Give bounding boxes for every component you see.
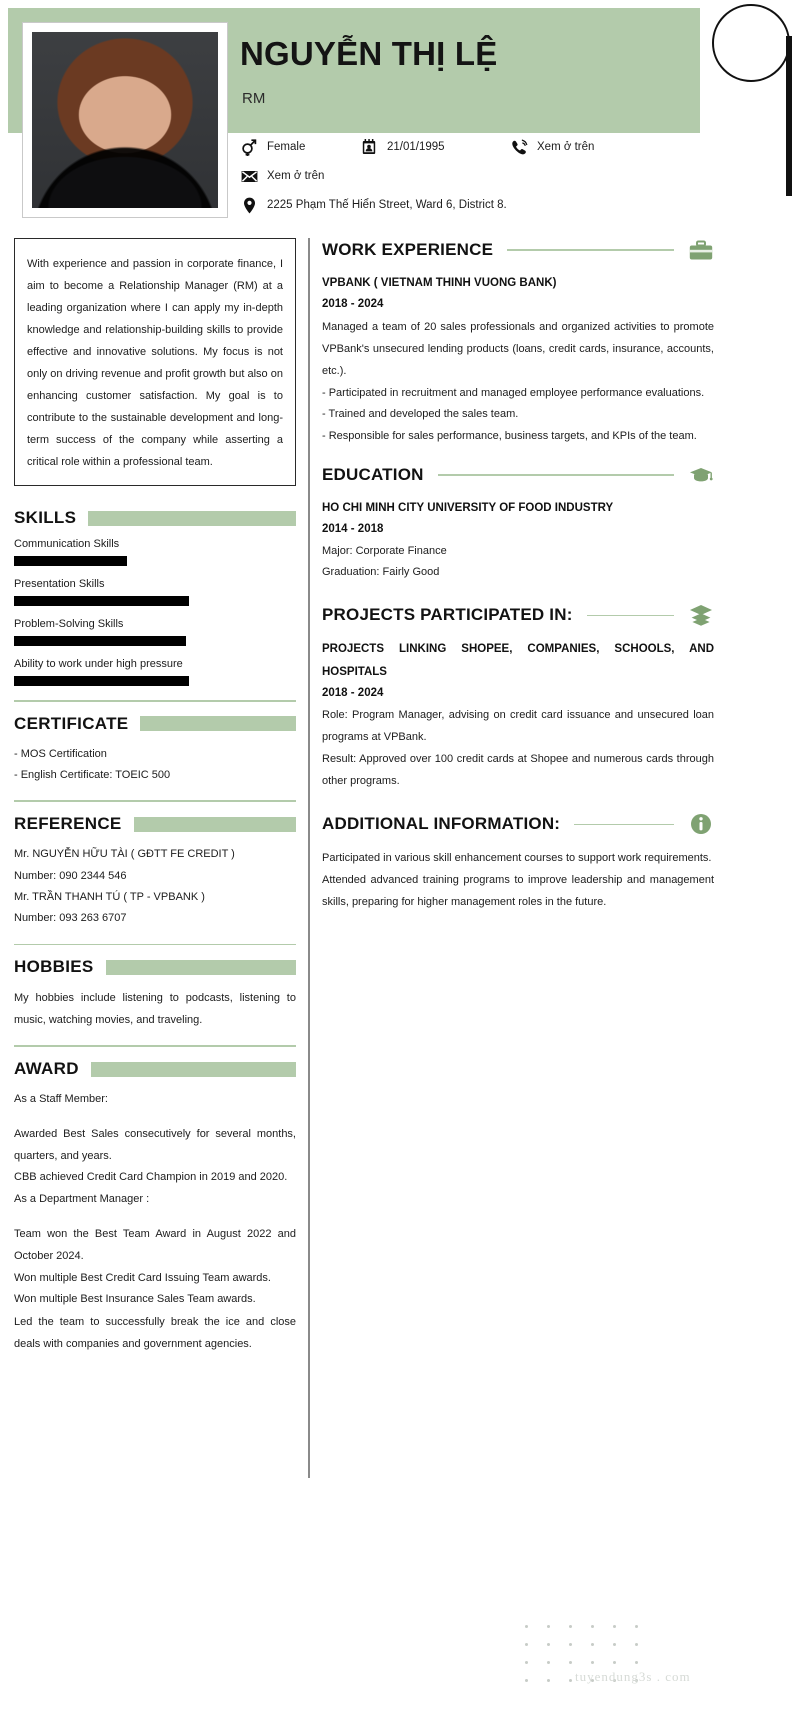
additional-heading (322, 812, 714, 836)
calendar-icon (360, 138, 378, 156)
skill-track (14, 556, 296, 566)
contact-row (240, 196, 710, 214)
watermark-dot (525, 1661, 528, 1664)
section-rule (14, 944, 296, 946)
award-item: Won multiple Best Insurance Sales Team awards. (14, 1293, 256, 1306)
work-experience-title: WORK EXPERIENCE (322, 240, 494, 259)
contact-row (240, 167, 710, 185)
project-line: Result: Approved over 100 credit cards at Shopee and numerous cards through other programs. (322, 753, 714, 788)
skill-label: Ability to work under high pressure (14, 658, 183, 670)
certificate-item: - English Certificate: TOEIC 500 (14, 769, 171, 782)
spacer (14, 1110, 296, 1123)
phone-icon (510, 138, 528, 156)
education-heading (322, 463, 714, 487)
contact-row (240, 138, 710, 156)
watermark-dot (569, 1661, 572, 1664)
watermark-dot (547, 1679, 550, 1682)
award-title: AWARD (14, 1059, 79, 1078)
contact-info (240, 138, 710, 225)
avatar (22, 22, 228, 218)
section-work-experience (322, 238, 714, 447)
location-icon (240, 196, 258, 214)
heading-accent-bar (106, 960, 296, 975)
spacer (14, 1210, 296, 1223)
reference-title: REFERENCE (14, 814, 122, 834)
project-period: 2018 - 2024 (322, 687, 384, 700)
gender-icon (240, 138, 258, 156)
watermark-dot (547, 1625, 550, 1628)
reference-item: Mr. TRẦN THANH TÚ ( TP - VPBANK ) (14, 890, 205, 903)
certificate-heading (14, 714, 296, 734)
section-rule (14, 700, 296, 702)
watermark-dot (613, 1625, 616, 1628)
contact-email-text: Xem ở trên (267, 170, 325, 182)
watermark-dot (547, 1661, 550, 1664)
award-item: Awarded Best Sales consecutively for several months, quarters, and years. (14, 1128, 296, 1163)
briefcase-icon (688, 238, 714, 262)
contact-address-text: 2225 Phạm Thế Hiển Street, Ward 6, District 8. (267, 199, 507, 211)
watermark-dot (635, 1625, 638, 1628)
award-item: CBB achieved Credit Card Champion in 2019 and 2020. (14, 1171, 288, 1184)
reference-item: Mr. NGUYỄN HỮU TÀI ( GĐTT FE CREDIT ) (14, 848, 235, 861)
heading-accent-bar (91, 1062, 296, 1077)
projects-title: PROJECTS PARTICIPATED IN: (322, 605, 573, 625)
education-title: EDUCATION (322, 464, 424, 484)
watermark-dot (547, 1643, 550, 1646)
skill-item (14, 538, 296, 566)
watermark-dot (525, 1643, 528, 1646)
hobbies-text: My hobbies include listening to podcasts, listening to music, watching movies, and traveling. (14, 992, 296, 1027)
layers-icon (688, 603, 714, 627)
award-heading (14, 1059, 296, 1079)
skill-track (14, 636, 296, 646)
additional-title: ADDITIONAL INFORMATION: (322, 814, 561, 834)
heading-accent-bar (140, 716, 296, 731)
heading-rule (438, 474, 674, 475)
education-line: Graduation: Fairly Good (322, 565, 440, 578)
contact-phone (510, 138, 594, 156)
skill-fill (14, 556, 127, 566)
additional-line: Participated in various skill enhancement courses to support work requirements. (322, 852, 712, 865)
skill-item (14, 578, 296, 606)
skill-label: Problem-Solving Skills (14, 618, 124, 630)
section-education (322, 463, 714, 583)
award-item: Won multiple Best Credit Card Issuing Team awards. (14, 1272, 271, 1285)
work-bullet: - Responsible for sales performance, business targets, and KPIs of the team. (322, 429, 697, 442)
watermark-dot (569, 1679, 572, 1682)
watermark (525, 1625, 755, 1705)
watermark-text: tuyendung3s . com (575, 1669, 691, 1684)
skills-heading (14, 508, 296, 528)
decorative-bar (786, 36, 792, 196)
right-column (322, 238, 714, 923)
contact-birthdate (360, 138, 510, 156)
work-bullet: - Participated in recruitment and managed employee performance evaluations. (322, 386, 705, 399)
column-divider (308, 238, 310, 1478)
certificate-title: CERTIFICATE (14, 713, 129, 733)
contact-email (240, 167, 324, 185)
watermark-dot (525, 1679, 528, 1682)
section-reference (14, 814, 296, 930)
watermark-dot (591, 1643, 594, 1646)
skill-fill (14, 596, 189, 606)
education-line: Major: Corporate Finance (322, 544, 447, 557)
watermark-dot (591, 1661, 594, 1664)
section-certificate (14, 714, 296, 787)
contact-phone-text: Xem ở trên (537, 141, 595, 153)
section-rule (14, 800, 296, 802)
hobbies-title: HOBBIES (14, 957, 94, 977)
skill-label: Presentation Skills (14, 578, 105, 590)
additional-line: Attended advanced training programs to improve leadership and management skills, preparing for higher management roles in the future. (322, 874, 714, 909)
reference-heading (14, 814, 296, 834)
reference-item: Number: 090 2344 546 (14, 869, 127, 882)
reference-item: Number: 093 263 6707 (14, 912, 127, 925)
heading-accent-bar (134, 817, 296, 832)
section-skills (14, 508, 296, 686)
heading-rule (507, 249, 674, 250)
skill-track (14, 676, 296, 686)
award-item: Led the team to successfully break the ice and close deals with companies and government agencies. (14, 1315, 296, 1350)
contact-birthdate-text: 21/01/1995 (387, 141, 445, 153)
skill-item (14, 618, 296, 646)
section-rule (14, 1045, 296, 1047)
projects-heading (322, 603, 714, 627)
watermark-dots (525, 1625, 755, 1705)
section-hobbies (14, 957, 296, 1031)
company-name: VPBANK ( VIETNAM THINH VUONG BANK) (322, 277, 557, 289)
contact-gender (240, 138, 360, 156)
heading-accent-bar (88, 511, 296, 526)
section-award (14, 1059, 296, 1355)
job-role: RM (242, 90, 266, 107)
work-period: 2018 - 2024 (322, 298, 384, 311)
skill-fill (14, 636, 186, 646)
summary-text: With experience and passion in corporate finance, I aim to become a Relationship Manager (RM) at a leading organization where I can apply my in-depth knowledge and relationship-building skills to provide effective and innovative solutions. My focus is not only on driving revenue and profit growth but also on enhancing customer satisfaction. My goal is to contribute to the sustainable development and long-term success of the company while asserting a critical role within a professional team. (27, 258, 283, 468)
page-title: NGUYỄN THỊ LỆ (240, 35, 498, 72)
project-name: PROJECTS LINKING SHOPEE, COMPANIES, SCHOOLS, AND HOSPITALS (322, 643, 714, 678)
watermark-dot (635, 1661, 638, 1664)
watermark-dot (569, 1625, 572, 1628)
info-icon (688, 812, 714, 836)
graduation-cap-icon (688, 463, 714, 487)
heading-rule (574, 824, 674, 825)
email-icon (240, 167, 258, 185)
contact-gender-text: Female (267, 141, 306, 153)
award-manager-label: As a Department Manager : (14, 1192, 150, 1205)
work-experience-heading (322, 238, 714, 262)
contact-address (240, 196, 507, 214)
watermark-dot (613, 1643, 616, 1646)
summary-box (14, 238, 296, 486)
watermark-dot (525, 1625, 528, 1628)
hobbies-heading (14, 957, 296, 977)
skill-label: Communication Skills (14, 538, 120, 550)
skill-track (14, 596, 296, 606)
section-projects (322, 603, 714, 792)
left-column (14, 238, 296, 1361)
education-period: 2014 - 2018 (322, 523, 384, 536)
award-staff-label: As a Staff Member: (14, 1093, 108, 1105)
profile-photo (32, 32, 218, 208)
watermark-dot (635, 1643, 638, 1646)
certificate-item: - MOS Certification (14, 747, 107, 760)
skills-title: SKILLS (14, 508, 77, 527)
skill-item (14, 658, 296, 686)
watermark-dot (591, 1625, 594, 1628)
section-additional-information (322, 812, 714, 913)
watermark-dot (569, 1643, 572, 1646)
skill-fill (14, 676, 189, 686)
watermark-dot (613, 1661, 616, 1664)
project-line: Role: Program Manager, advising on credit card issuance and unsecured loan programs at VPBank. (322, 709, 714, 744)
work-bullet: Managed a team of 20 sales professionals and organized activities to promote VPBank's unsecured lending products (loans, credit cards, insurance, accounts, etc.). (322, 320, 714, 377)
decorative-circle (712, 4, 790, 82)
work-bullet: - Trained and developed the sales team. (322, 407, 519, 420)
school-name: HO CHI MINH CITY UNIVERSITY OF FOOD INDUSTRY (322, 501, 614, 514)
award-item: Team won the Best Team Award in August 2022 and October 2024. (14, 1228, 296, 1263)
heading-rule (587, 615, 674, 616)
